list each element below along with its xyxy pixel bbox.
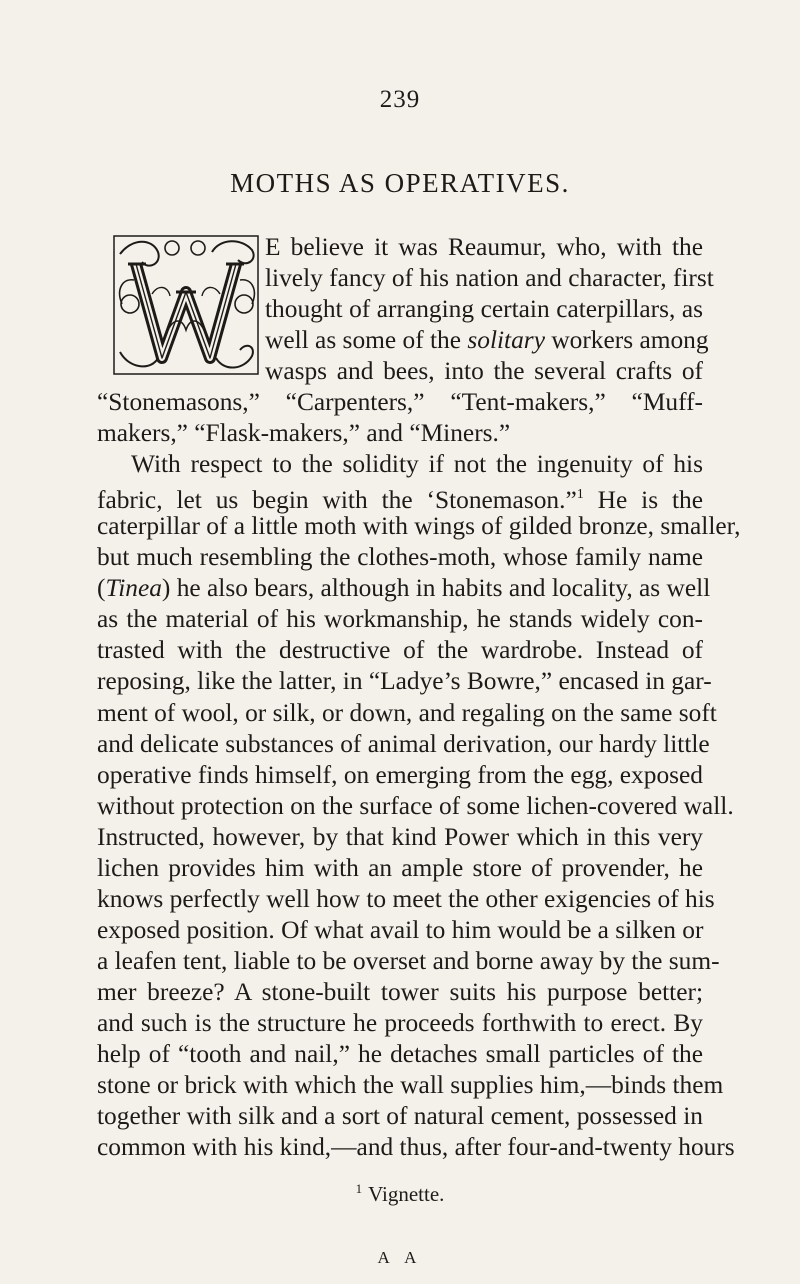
text-line: “Stonemasons,” “Carpenters,” “Tent-makers,” “Muff- [97,388,703,416]
page-number: 239 [379,86,421,113]
text-line: stone or brick with which the wall supplies him,—binds them [97,1071,724,1099]
text-line: lively fancy of his nation and character, first [265,264,714,292]
text-line: and such is the structure he proceeds forthwith to erect. By [97,1009,703,1037]
emphasis: solitary [467,326,545,354]
text-line: but much resembling the clothes-moth, whose family name [97,543,703,571]
text-line: exposed position. Of what avail to him would be a silken or [97,916,704,944]
text-line: common with his kind,—and thus, after four-and-twenty hours [97,1133,735,1161]
line-part: ) he also bears, although in habits and locality, as well [161,574,711,602]
chapter-title: MOTHS AS OPERATIVES. [230,168,570,198]
line-part: He is the [583,486,703,514]
text-line: without protection on the surface of some lichen-covered wall. [97,792,734,820]
signature-mark: A A [377,1248,423,1267]
line-part: well as some of the [265,326,468,354]
text-line: a leafen tent, liable to be overset and borne away by the sum- [97,947,720,975]
text-line: mer breeze? A stone-built tower suits his purpose better; [97,978,703,1006]
text-line [265,323,709,357]
text-line: thought of arranging certain caterpillars, as [265,295,703,323]
line-part: ( [97,574,106,602]
text-line: as the material of his workmanship, he stands widely con- [97,605,703,633]
text-line: trasted with the destructive of the wardrobe. Instead of [97,636,703,664]
line-part: workers among [544,326,709,354]
footnote-text: Vignette. [368,1182,445,1206]
text-line: help of “tooth and nail,” he detaches small particles of the [97,1040,703,1068]
text-line [97,571,711,605]
text-line: operative finds himself, on emerging from the egg, exposed [97,761,703,789]
footnote-marker: 1 [355,1181,363,1196]
line-part: fabric, let us begin with the ‘Stonemason.” [97,486,577,514]
footnote [0,1181,800,1207]
text-line: ment of wool, or silk, or down, and regaling on the same soft [97,699,717,727]
text-line: With respect to the solidity if not the ingenuity of his [131,450,703,478]
emphasis: Tinea [105,574,162,602]
footnote-reference: 1 [576,487,584,502]
text-line: knows perfectly well how to meet the other exigencies of his [97,885,715,913]
text-line [97,478,703,512]
text-line: E believe it was Reaumur, who, with the [265,233,703,261]
text-line: together with silk and a sort of natural cement, possessed in [97,1102,703,1130]
text-line: wasps and bees, into the several crafts of [265,357,703,385]
text-line: and delicate substances of animal derivation, our hardy little [97,730,710,758]
decorated-initial-w-icon [112,234,260,376]
text-line: makers,” “Flask-makers,” and “Miners.” [97,419,511,447]
text-line: Instructed, however, by that kind Power which in this very [97,823,703,851]
text-line: lichen provides him with an ample store of provender, he [97,854,703,882]
text-line: caterpillar of a little moth with wings of gilded bronze, smaller, [97,512,741,540]
text-line: reposing, like the latter, in “Ladye’s Bowre,” encased in gar- [97,667,712,695]
